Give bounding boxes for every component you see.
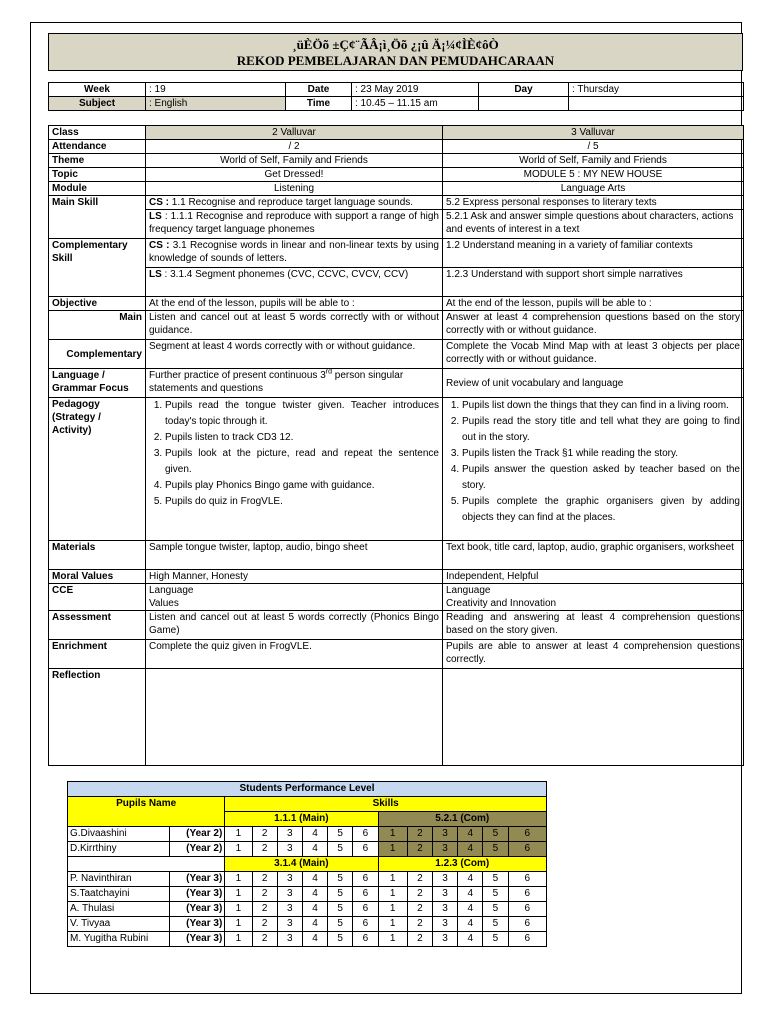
cce-b-line: Language — [446, 585, 491, 596]
level-cell: 2 — [252, 902, 277, 917]
level-cell: 1 — [225, 902, 252, 917]
theme-b: World of Self, Family and Friends — [443, 154, 744, 168]
main-skill-b1: 5.2 Express personal responses to literary texts — [443, 196, 744, 210]
level-cell: 4 — [302, 827, 327, 842]
code-cs: CS : — [149, 197, 169, 208]
reflection-a — [146, 669, 443, 766]
time-label: Time — [286, 97, 352, 111]
week-label: Week — [49, 83, 146, 97]
level-cell: 2 — [407, 842, 432, 857]
level-cell: 3 — [277, 827, 302, 842]
level-cell: 1 — [225, 827, 252, 842]
table-row — [68, 902, 547, 917]
topic-b: MODULE 5 : MY NEW HOUSE — [443, 168, 744, 182]
level-cell: 6 — [353, 827, 378, 842]
level-cell: 1 — [225, 842, 252, 857]
main-skill-a1 — [146, 196, 443, 210]
level-cell: 2 — [407, 932, 432, 947]
code-ls: LS — [149, 269, 162, 280]
level-cell: 5 — [328, 887, 353, 902]
table-row — [68, 887, 547, 902]
list-item: 4. Pupils answer the question asked by teacher based on the story. — [462, 462, 740, 494]
list-item: 1. Pupils list down the things that they can find in a living room. — [462, 398, 740, 414]
pupil-name: V. Tivyaa — [68, 917, 170, 932]
theme-a: World of Self, Family and Friends — [146, 154, 443, 168]
attendance-label: Attendance — [49, 140, 146, 154]
pupil-name: D.Kirrthiny — [68, 842, 170, 857]
document-title: REKOD PEMBELAJARAN DAN PEMUDAHCARAAN — [236, 53, 555, 68]
reflection-label: Reflection — [49, 669, 146, 766]
level-cell: 4 — [302, 917, 327, 932]
list-item: 3. Pupils listen the Track §1 while reading the story. — [462, 446, 740, 462]
theme-label: Theme — [49, 154, 146, 168]
level-cell: 6 — [353, 917, 378, 932]
level-cell: 2 — [407, 917, 432, 932]
level-cell: 2 — [252, 842, 277, 857]
level-cell: 4 — [302, 872, 327, 887]
time-value: : 10.45 – 11.15 am — [352, 97, 479, 111]
level-cell: 3 — [432, 887, 457, 902]
level-cell: 5 — [328, 827, 353, 842]
level-cell: 4 — [302, 932, 327, 947]
language-focus-a — [146, 369, 443, 398]
code-cs: CS : — [149, 240, 170, 251]
level-cell: 5 — [483, 887, 508, 902]
attendance-a: / 2 — [146, 140, 443, 154]
document-header — [48, 33, 743, 71]
level-cell: 3 — [277, 932, 302, 947]
level-cell: 6 — [353, 902, 378, 917]
date-label: Date — [286, 83, 352, 97]
main-skill-a2-text: : 1.1.1 Recognise and reproduce with support a range of high frequency target language phonemes — [149, 211, 439, 235]
level-cell: 3 — [432, 932, 457, 947]
moral-values-a: High Manner, Honesty — [146, 570, 443, 584]
level-cell: 5 — [483, 902, 508, 917]
class-a: 2 Valluvar — [146, 126, 443, 140]
level-cell: 6 — [353, 872, 378, 887]
main-skill-a1-text: 1.1 Recognise and reproduce target language sounds. — [169, 197, 414, 208]
level-cell: 5 — [483, 827, 508, 842]
materials-a: Sample tongue twister, laptop, audio, bingo sheet — [146, 541, 443, 570]
cce-label: CCE — [49, 584, 146, 611]
cce-a-line: Language — [149, 585, 194, 596]
assessment-b: Reading and answering at least 4 comprehension questions based on the story given. — [443, 611, 744, 640]
level-cell: 5 — [328, 842, 353, 857]
topic-a: Get Dressed! — [146, 168, 443, 182]
main-skill-label: Main Skill — [49, 196, 146, 239]
list-item: 2. Pupils listen to track CD3 12. — [165, 430, 439, 446]
day-value: : Thursday — [569, 83, 744, 97]
level-cell: 5 — [483, 932, 508, 947]
materials-b: Text book, title card, laptop, audio, graphic organisers, worksheet — [443, 541, 744, 570]
enrichment-label: Enrichment — [49, 640, 146, 669]
level-cell: 1 — [378, 872, 407, 887]
level-cell: 5 — [328, 902, 353, 917]
level-cell: 4 — [302, 902, 327, 917]
info-table — [48, 82, 744, 111]
list-item: 5. Pupils do quiz in FrogVLE. — [165, 494, 439, 510]
table-row — [68, 872, 547, 887]
list-item: 5. Pupils complete the graphic organisers given by adding objects they can find at the places. — [462, 494, 740, 526]
main-objective-label: Main — [49, 311, 146, 340]
table-row — [68, 842, 547, 857]
pupil-year: (Year 3) — [169, 932, 224, 947]
language-focus-label: Language / Grammar Focus — [49, 369, 146, 398]
level-cell: 1 — [378, 902, 407, 917]
week-value: : 19 — [146, 83, 286, 97]
empty-cell — [479, 97, 569, 111]
level-cell: 6 — [508, 872, 546, 887]
enrichment-b: Pupils are able to answer at least 4 comprehension questions correctly. — [443, 640, 744, 669]
pedagogy-label: Pedagogy (Strategy / Activity) — [49, 398, 146, 541]
level-cell: 1 — [378, 932, 407, 947]
pupil-name: M. Yugitha Rubini — [68, 932, 170, 947]
level-cell: 6 — [508, 902, 546, 917]
day-label: Day — [479, 83, 569, 97]
skills-header: Skills — [225, 797, 547, 812]
level-cell: 2 — [252, 917, 277, 932]
pedagogy-b — [443, 398, 744, 541]
level-cell: 6 — [353, 887, 378, 902]
cce-b — [443, 584, 744, 611]
enrichment-a: Complete the quiz given in FrogVLE. — [146, 640, 443, 669]
list-item: 3. Pupils look at the picture, read and repeat the sentence given. — [165, 446, 439, 478]
level-cell: 4 — [458, 902, 483, 917]
class-b: 3 Valluvar — [443, 126, 744, 140]
level-cell: 3 — [432, 827, 457, 842]
level-cell: 4 — [458, 842, 483, 857]
level-cell: 1 — [378, 887, 407, 902]
level-cell: 3 — [277, 872, 302, 887]
pupil-year: (Year 3) — [169, 887, 224, 902]
attendance-b: / 5 — [443, 140, 744, 154]
level-cell: 2 — [252, 872, 277, 887]
table-row — [68, 932, 547, 947]
moral-values-b: Independent, Helpful — [443, 570, 744, 584]
main-skill-b2: 5.2.1 Ask and answer simple questions about characters, actions and events of interest in a text — [443, 210, 744, 239]
level-cell: 2 — [252, 887, 277, 902]
table-row — [68, 827, 547, 842]
level-cell: 1 — [225, 932, 252, 947]
complementary-objective-b: Complete the Vocab Mind Map with at least 3 objects per place correctly with or without guidance. — [443, 340, 744, 369]
list-item: 2. Pupils read the story title and tell what they are going to find out in the story. — [462, 414, 740, 446]
complementary-objective-label: Complementary — [49, 340, 146, 369]
code-ls: LS — [149, 211, 162, 222]
skill-com-header: 1.2.3 (Com) — [378, 857, 546, 872]
subject-label: Subject — [49, 97, 146, 111]
pupils-name-header: Pupils Name — [68, 797, 225, 827]
level-cell: 4 — [458, 887, 483, 902]
reflection-b — [443, 669, 744, 766]
performance-title: Students Performance Level — [68, 782, 547, 797]
module-a: Listening — [146, 182, 443, 196]
language-a-sup: rd — [325, 368, 332, 376]
level-cell: 1 — [378, 827, 407, 842]
module-b: Language Arts — [443, 182, 744, 196]
level-cell: 5 — [483, 917, 508, 932]
level-cell: 4 — [458, 932, 483, 947]
pedagogy-b-list — [446, 398, 740, 526]
empty-cell — [569, 97, 744, 111]
level-cell: 4 — [458, 827, 483, 842]
level-cell: 6 — [353, 932, 378, 947]
level-cell: 5 — [483, 872, 508, 887]
pupil-year: (Year 3) — [169, 872, 224, 887]
empty-cell — [68, 857, 225, 872]
date-value: : 23 May 2019 — [352, 83, 479, 97]
moral-values-label: Moral Values — [49, 570, 146, 584]
level-cell: 1 — [225, 887, 252, 902]
main-objective-a: Listen and cancel out at least 5 words correctly with or without guidance. — [146, 311, 443, 340]
comp-skill-b1: 1.2 Understand meaning in a variety of familiar contexts — [443, 239, 744, 268]
list-item: 4. Pupils play Phonics Bingo game with guidance. — [165, 478, 439, 494]
table-row — [68, 917, 547, 932]
language-a-pre: Further practice of present continuous 3 — [149, 370, 326, 381]
module-label: Module — [49, 182, 146, 196]
pupil-year: (Year 3) — [169, 917, 224, 932]
level-cell: 3 — [277, 887, 302, 902]
assessment-a: Listen and cancel out at least 5 words correctly (Phonics Bingo Game) — [146, 611, 443, 640]
cce-a-line: Values — [149, 598, 179, 609]
level-cell: 2 — [407, 887, 432, 902]
cce-b-line: Creativity and Innovation — [446, 598, 557, 609]
class-label: Class — [49, 126, 146, 140]
pedagogy-a — [146, 398, 443, 541]
materials-label: Materials — [49, 541, 146, 570]
language-focus-b: Review of unit vocabulary and language — [443, 369, 744, 398]
comp-skill-b2: 1.2.3 Understand with support short simple narratives — [443, 268, 744, 297]
level-cell: 6 — [508, 842, 546, 857]
pupil-year: (Year 3) — [169, 902, 224, 917]
level-cell: 5 — [483, 842, 508, 857]
pupil-name: P. Navinthiran — [68, 872, 170, 887]
level-cell: 4 — [458, 917, 483, 932]
level-cell: 2 — [407, 872, 432, 887]
skill-header-row — [68, 857, 547, 872]
level-cell: 6 — [508, 917, 546, 932]
skill-main-header: 1.1.1 (Main) — [225, 812, 378, 827]
garbled-title: ¸üÈÖõ ±Ç¢¨ÃÂ¡ì¸Öõ ¿¡û Ä¡¼¢ÌÈ¢ôÒ — [292, 37, 499, 52]
level-cell: 4 — [458, 872, 483, 887]
main-objective-b: Answer at least 4 comprehension questions based on the story correctly with or without guidance. — [443, 311, 744, 340]
level-cell: 3 — [277, 842, 302, 857]
level-cell: 3 — [277, 917, 302, 932]
pupil-year: (Year 2) — [169, 842, 224, 857]
level-cell: 1 — [378, 842, 407, 857]
cce-a — [146, 584, 443, 611]
level-cell: 3 — [432, 842, 457, 857]
level-cell: 5 — [328, 932, 353, 947]
comp-skill-label: Complementary Skill — [49, 239, 146, 297]
level-cell: 4 — [302, 887, 327, 902]
complementary-objective-a: Segment at least 4 words correctly with or without guidance. — [146, 340, 443, 369]
pupil-name: A. Thulasi — [68, 902, 170, 917]
pupil-name: S.Taatchayini — [68, 887, 170, 902]
level-cell: 4 — [302, 842, 327, 857]
level-cell: 3 — [432, 872, 457, 887]
pupil-year: (Year 2) — [169, 827, 224, 842]
list-item: 1. Pupils read the tongue twister given. Teacher introduces today's topic through it. — [165, 398, 439, 430]
level-cell: 6 — [353, 842, 378, 857]
level-cell: 2 — [407, 902, 432, 917]
subject-value: : English — [146, 97, 286, 111]
skill-main-header: 3.1.4 (Main) — [225, 857, 378, 872]
assessment-label: Assessment — [49, 611, 146, 640]
level-cell: 5 — [328, 917, 353, 932]
level-cell: 1 — [378, 917, 407, 932]
skill-com-header: 5.2.1 (Com) — [378, 812, 546, 827]
level-cell: 2 — [252, 827, 277, 842]
pedagogy-a-list — [149, 398, 439, 510]
pupil-name: G.Divaashini — [68, 827, 170, 842]
level-cell: 6 — [508, 932, 546, 947]
level-cell: 3 — [432, 917, 457, 932]
level-cell: 1 — [225, 917, 252, 932]
level-cell: 6 — [508, 887, 546, 902]
level-cell: 2 — [252, 932, 277, 947]
comp-skill-a1-text: 3.1 Recognise words in linear and non-linear texts by using knowledge of sounds of letters. — [149, 240, 439, 264]
language-a-post: person singular statements and questions — [149, 370, 404, 394]
objective-label: Objective — [49, 297, 146, 311]
comp-skill-a2 — [146, 268, 443, 297]
level-cell: 5 — [328, 872, 353, 887]
level-cell: 3 — [277, 902, 302, 917]
comp-skill-a1 — [146, 239, 443, 268]
level-cell: 3 — [432, 902, 457, 917]
level-cell: 6 — [508, 827, 546, 842]
comp-skill-a2-text: : 3.1.4 Segment phonemes (CVC, CCVC, CVCV, CCV) — [161, 269, 409, 280]
performance-table — [67, 781, 547, 947]
topic-label: Topic — [49, 168, 146, 182]
level-cell: 2 — [407, 827, 432, 842]
objective-b: At the end of the lesson, pupils will be able to : — [443, 297, 744, 311]
main-skill-a2 — [146, 210, 443, 239]
level-cell: 1 — [225, 872, 252, 887]
objective-a: At the end of the lesson, pupils will be able to : — [146, 297, 443, 311]
lesson-plan-table — [48, 125, 744, 766]
